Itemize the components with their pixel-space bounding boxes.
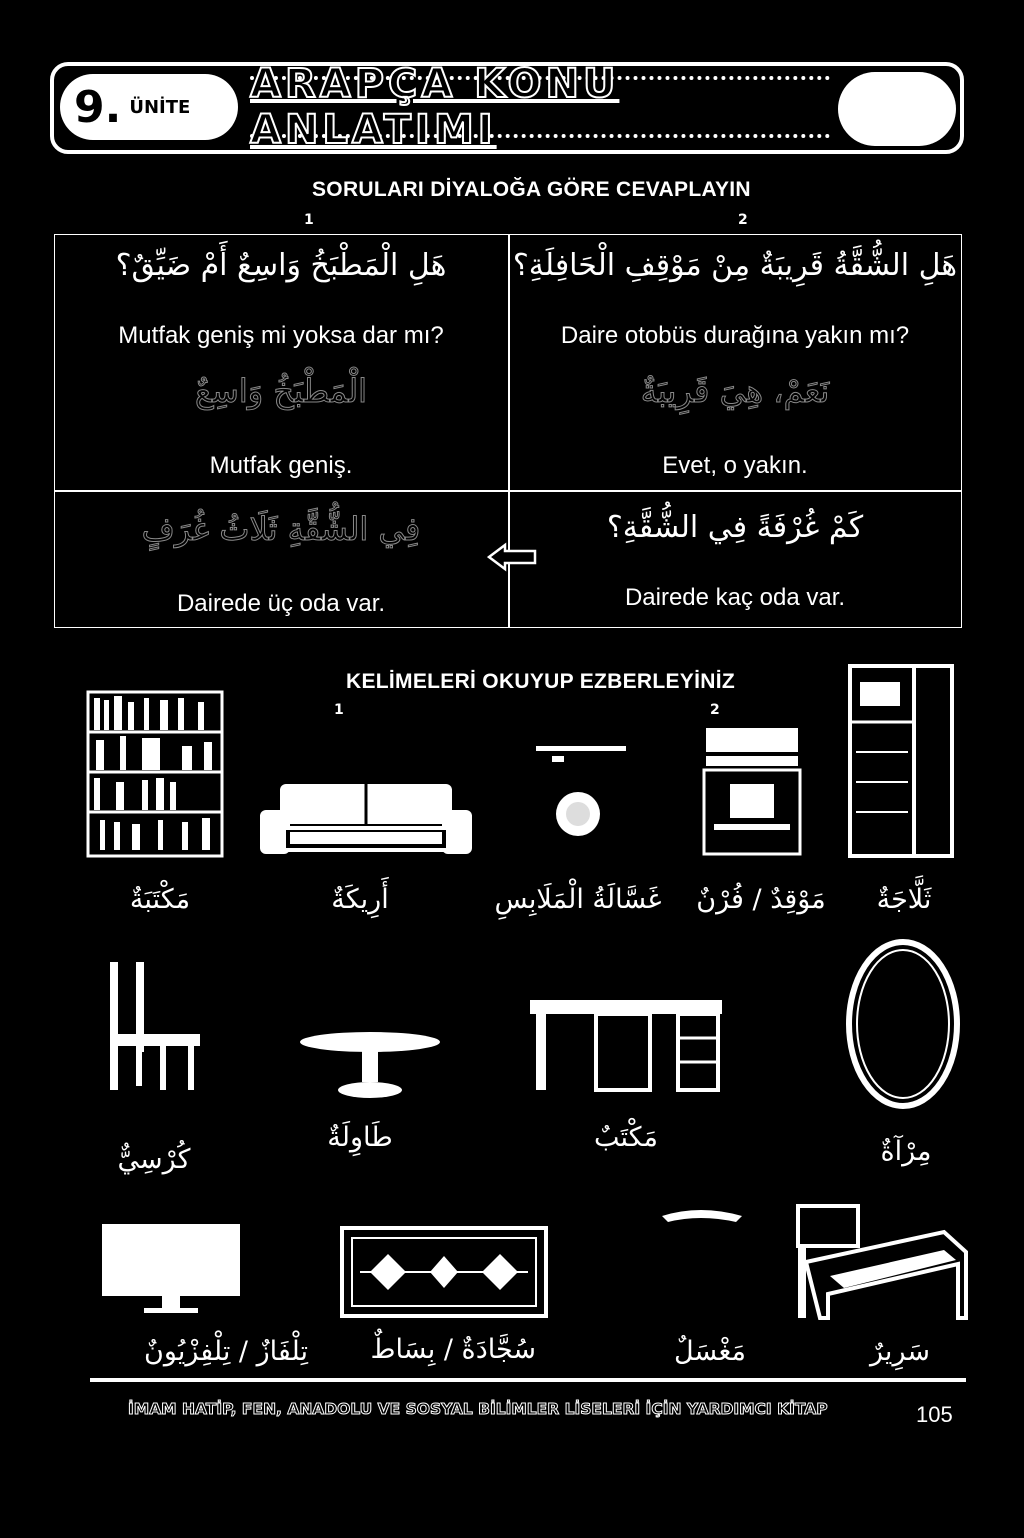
- word-table: طَاوِلَةٌ: [327, 1122, 393, 1153]
- cell-answer-2-arabic: الْمَطْبَخُ وَاسِعٌ: [194, 372, 368, 410]
- vocab-instruction: KELİMELERİ OKUYUP EZBERLEYİNİZ: [346, 670, 735, 693]
- oven-icon: [700, 724, 804, 858]
- mirror-icon: [844, 936, 962, 1112]
- word-sofa: أَرِيكَةٌ: [331, 884, 389, 915]
- vocab-marker-right: 2: [710, 702, 720, 718]
- cell-question-3-arabic: كَمْ غُرْفَةً فِي الشُّقَّةِ؟: [606, 510, 864, 545]
- dialog-marker-left: 1: [304, 212, 314, 228]
- chair-icon: [100, 958, 208, 1094]
- refrigerator-icon: [846, 662, 956, 860]
- cell-question-2-arabic: هَلِ الْمَطْبَخُ وَاسِعٌ أَمْ ضَيِّقٌ؟: [115, 248, 447, 283]
- cell-answer-1-arabic: نَعَمْ، هِيَ قَرِيبَةٌ: [640, 372, 830, 410]
- word-bookshelf: مَكْتَبَةٌ: [129, 884, 191, 915]
- unit-number: 9.: [74, 81, 122, 133]
- bed-icon: [794, 1202, 972, 1322]
- word-mirror: مِرْآةٌ: [880, 1136, 932, 1167]
- table-icon: [298, 1028, 442, 1100]
- washing-machine-icon: [532, 742, 628, 846]
- page-number: 105: [916, 1402, 953, 1427]
- cell-answer-1-turkish: Evet, o yakın.: [662, 452, 808, 479]
- word-washing-machine: غَسَّالَةُ الْمَلَابِسِ: [494, 884, 662, 915]
- bookshelf-icon: [86, 690, 226, 860]
- word-refrigerator: ثَلَّاجَةٌ: [876, 884, 932, 915]
- table-divider-horizontal: [54, 490, 962, 492]
- word-chair: كُرْسِيٌّ: [117, 1144, 191, 1175]
- sofa-icon: [256, 776, 476, 860]
- unit-word: ÜNİTE: [129, 96, 191, 118]
- word-oven: مَوْقِدٌ / فُرْنٌ: [696, 884, 826, 915]
- television-icon: [100, 1222, 242, 1322]
- left-arrow-icon: [487, 542, 537, 572]
- word-desk: مَكْتَبٌ: [593, 1122, 659, 1153]
- cell-question-3-turkish: Dairede kaç oda var.: [624, 584, 846, 611]
- word-television: تِلْفَازٌ / تِلْفِزْيُونٌ: [144, 1336, 308, 1367]
- header-pill: [838, 72, 956, 146]
- footer-book-title: İMAM HATİP, FEN, ANADOLU VE SOSYAL BİLİMLER LİSELERİ İÇİN YARDIMCI KİTAP: [128, 1400, 828, 1418]
- cell-answer-3-turkish: Dairede üç oda var.: [176, 590, 386, 617]
- vocab-marker-left: 1: [334, 702, 344, 718]
- word-sink: مَغْسَلٌ: [673, 1336, 747, 1367]
- sink-icon: [660, 1206, 744, 1226]
- page-title: ARAPÇA KONU ANLATIMI: [250, 76, 830, 138]
- cell-answer-3-arabic: فِي الشُّقَّةِ ثَلَاثُ غُرَفٍ: [141, 510, 421, 548]
- cell-question-2-turkish: Mutfak geniş mi yoksa dar mı?: [118, 322, 444, 349]
- unit-badge: [60, 74, 238, 140]
- cell-question-1-arabic: هَلِ الشُّقَّةُ قَرِيبَةٌ مِنْ مَوْقِفِ الْحَافِلَةِ؟: [512, 248, 958, 283]
- footer-divider: [90, 1378, 966, 1382]
- word-bed: سَرِيرٌ: [870, 1336, 930, 1367]
- carpet-icon: [340, 1226, 548, 1318]
- cell-answer-2-turkish: Mutfak geniş.: [209, 452, 353, 479]
- word-carpet: سُجَّادَةٌ / بِسَاطٌ: [370, 1334, 536, 1365]
- dialog-instruction: SORULARI DİYALOĞA GÖRE CEVAPLAYIN: [312, 178, 751, 201]
- dialog-marker-right: 2: [738, 212, 748, 228]
- cell-question-1-turkish: Daire otobüs durağına yakın mı?: [560, 322, 910, 349]
- desk-icon: [528, 998, 724, 1094]
